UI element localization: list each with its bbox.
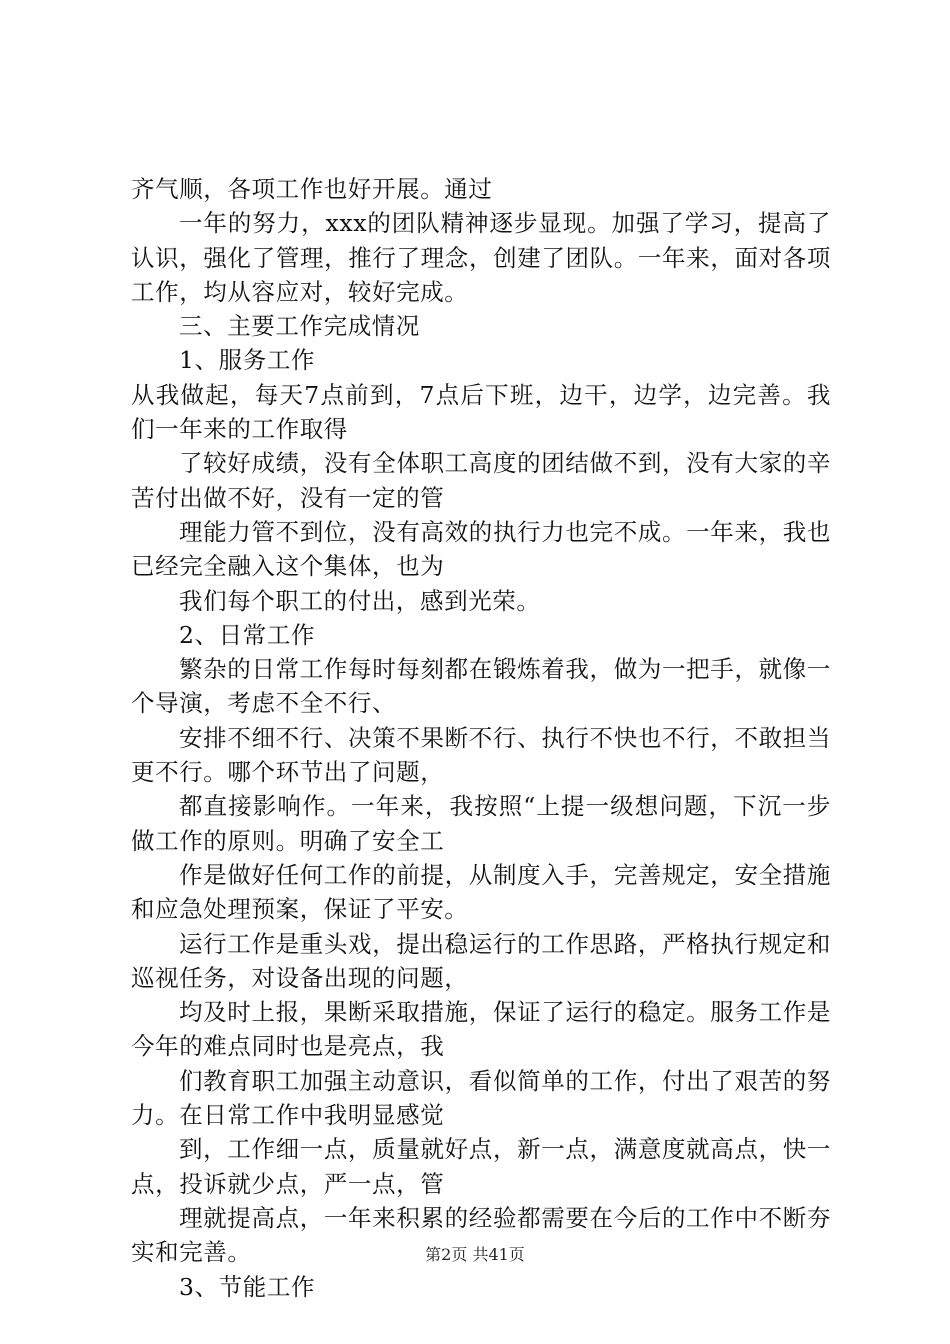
section-heading: 三、主要工作完成情况 xyxy=(179,312,420,341)
paragraph: 们教育职工加强主动意识，看似简单的工作，付出了艰苦的努力。在日常工作中我明显感觉 xyxy=(131,1066,831,1130)
paragraph: 理能力管不到位，没有高效的执行力也完不成。一年来，我也已经完全融入这个集体，也为 xyxy=(131,517,831,581)
paragraph: 从我做起，每天7点前到，7点后下班，边干，边学，边完善。我们一年来的工作取得 xyxy=(131,380,831,444)
document-body xyxy=(131,172,831,1304)
paragraph: 都直接影响作。一年来，我按照“上提一级想问题，下沉一步做工作的原则。明确了安全工 xyxy=(131,792,831,855)
paragraph: 到，工作细一点，质量就好点，新一点，满意度就高点，快一点，投诉就少点，严一点，管 xyxy=(131,1135,831,1198)
paragraph: 我们每个职工的付出，感到光荣。 xyxy=(179,586,541,615)
paragraph: 均及时上报，果断采取措施，保证了运行的稳定。服务工作是今年的难点同时也是亮点，我 xyxy=(131,998,831,1061)
subsection-heading: 2、日常工作 xyxy=(179,620,316,649)
paragraph: 运行工作是重头戏，提出稳运行的工作思路，严格执行规定和巡视任务，对设备出现的问题， xyxy=(131,929,831,992)
paragraph: 齐气顺，各项工作也好开展。通过 xyxy=(131,175,493,203)
paragraph: 理就提高点，一年来积累的经验都需要在今后的工作中不断夯实和完善。 xyxy=(131,1203,831,1267)
paragraph: 了较好成绩，没有全体职工高度的团结做不到，没有大家的辛苦付出做不好，没有一定的管 xyxy=(131,449,831,512)
paragraph: 安排不细不行、决策不果断不行、执行不快也不行，不敢担当更不行。哪个环节出了问题， xyxy=(131,723,831,787)
paragraph: 一年的努力，xxx的团队精神逐步显现。加强了学习，提高了认识，强化了管理，推行了理念，创建了团队。一年来，面对各项工作，均从容应对，较好完成。 xyxy=(131,209,831,306)
subsection-heading: 3、节能工作 xyxy=(179,1272,316,1301)
paragraph: 繁杂的日常工作每时每刻都在锻炼着我，做为一把手，就像一个导演，考虑不全不行、 xyxy=(131,655,831,718)
page-number-footer: 第2页 共41页 xyxy=(425,1245,525,1264)
paragraph: 作是做好任何工作的前提，从制度入手，完善规定，安全措施和应急处理预案，保证了平安。 xyxy=(131,860,831,924)
subsection-heading: 1、服务工作 xyxy=(179,346,316,375)
